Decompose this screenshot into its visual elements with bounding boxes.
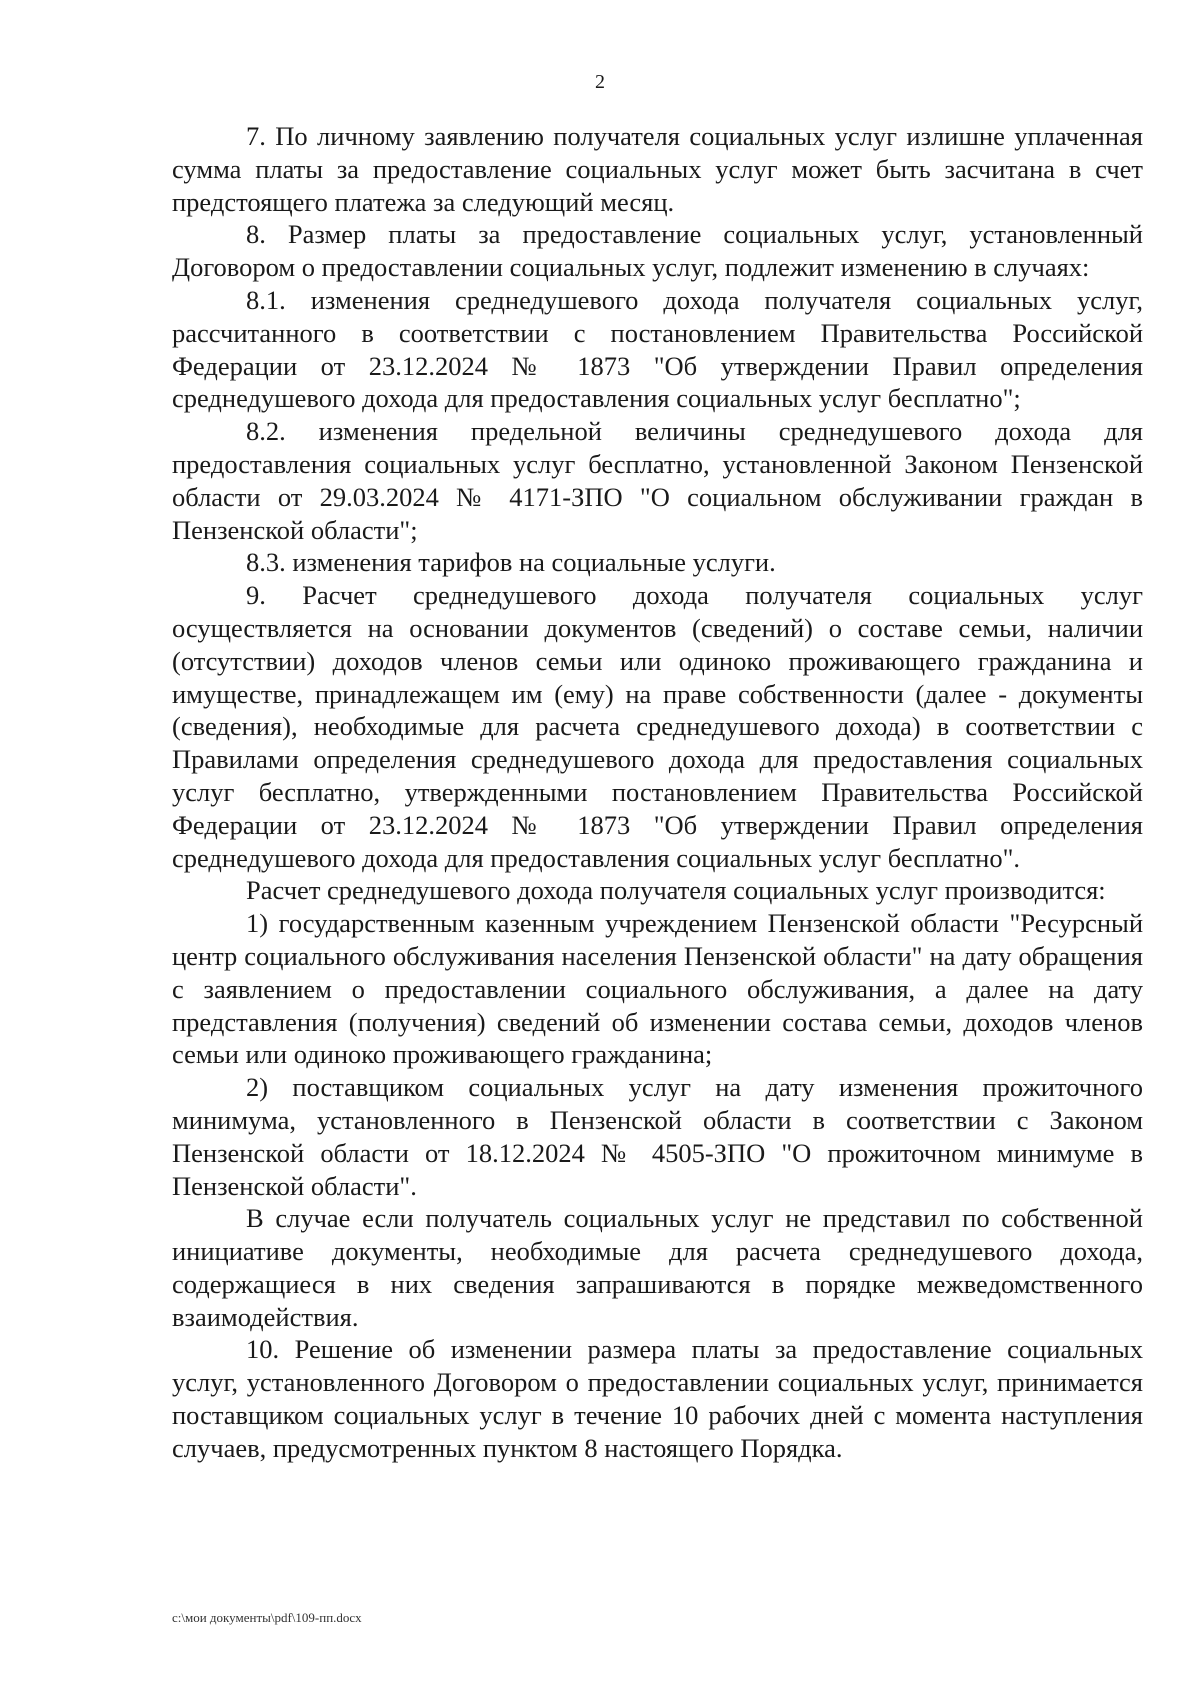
paragraph-9-item-1: 1) государственным казенным учреждением Пензенской области "Ресурсный центр социального обслуживания населения Пензенской области" на дату обращения с заявлением о предоставлении социального обслуживания, а далее на дату представления (получения) сведений об изменении состава семьи, доходов членов семьи или одиноко проживающего гражданина;	[172, 908, 1143, 1070]
paragraph-9-interagency: В случае если получатель социальных услуг не представил по собственной инициативе документы, необходимые для расчета среднедушевого дохода, содержащиеся в них сведения запрашиваются в порядке межведомственного взаимодействия.	[172, 1203, 1143, 1332]
paragraph-9-item-2: 2) поставщиком социальных услуг на дату изменения прожиточного минимума, установленного в Пензенской области в соответствии с Законом Пензенской области от 18.12.2024 № 4505-ЗПО "О прожиточном минимуме в Пензенской области".	[172, 1072, 1143, 1201]
paragraph-10: 10. Решение об изменении размера платы за предоставление социальных услуг, установленного Договором о предоставлении социальных услуг, принимается поставщиком социальных услуг в течение 10 рабочих дней с момента наступления случаев, предусмотренных пунктом 8 настоящего Порядка.	[172, 1334, 1143, 1463]
document-body	[172, 120, 1143, 1465]
paragraph-8-2: 8.2. изменения предельной величины среднедушевого дохода для предоставления социальных услуг бесплатно, установленной Законом Пензенской области от 29.03.2024 № 4171-ЗПО "О социальном обслуживании граждан в Пензенской области";	[172, 416, 1143, 545]
paragraph-8-1: 8.1. изменения среднедушевого дохода получателя социальных услуг, рассчитанного в соответствии с постановлением Правительства Российской Федерации от 23.12.2024 № 1873 "Об утверждении Правил определения среднедушевого дохода для предоставления социальных услуг бесплатно";	[172, 284, 1143, 414]
paragraph-9: 9. Расчет среднедушевого дохода получателя социальных услуг осуществляется на основании документов (сведений) о составе семьи, наличии (отсутствии) доходов членов семьи или одиноко проживающего гражданина и имуществе, принадлежащем им (ему) на праве собственности (далее - документы (сведения), необходимые для расчета среднедушевого дохода) в соответствии с Правилами определения среднедушевого дохода для предоставления социальных услуг бесплатно, утвержденными постановлением Правительства Российской Федерации от 23.12.2024 № 1873 "Об утверждении Правил определения среднедушевого дохода для предоставления социальных услуг бесплатно".	[172, 580, 1143, 873]
paragraph-7: 7. По личному заявлению получателя социальных услуг излишне уплаченная сумма платы за предоставление социальных услуг может быть засчитана в счет предстоящего платежа за следующий месяц.	[172, 121, 1143, 217]
page-number: 2	[595, 71, 605, 93]
paragraph-9-calculation-intro: Расчет среднедушевого дохода получателя социальных услуг производится:	[246, 875, 1106, 906]
paragraph-8: 8. Размер платы за предоставление социальных услуг, установленный Договором о предоставлении социальных услуг, подлежит изменению в случаях:	[172, 219, 1143, 283]
footer-file-path: c:\мои документы\pdf\109-пп.docx	[172, 1610, 362, 1625]
paragraph-8-3: 8.3. изменения тарифов на социальные услуги.	[246, 547, 776, 578]
